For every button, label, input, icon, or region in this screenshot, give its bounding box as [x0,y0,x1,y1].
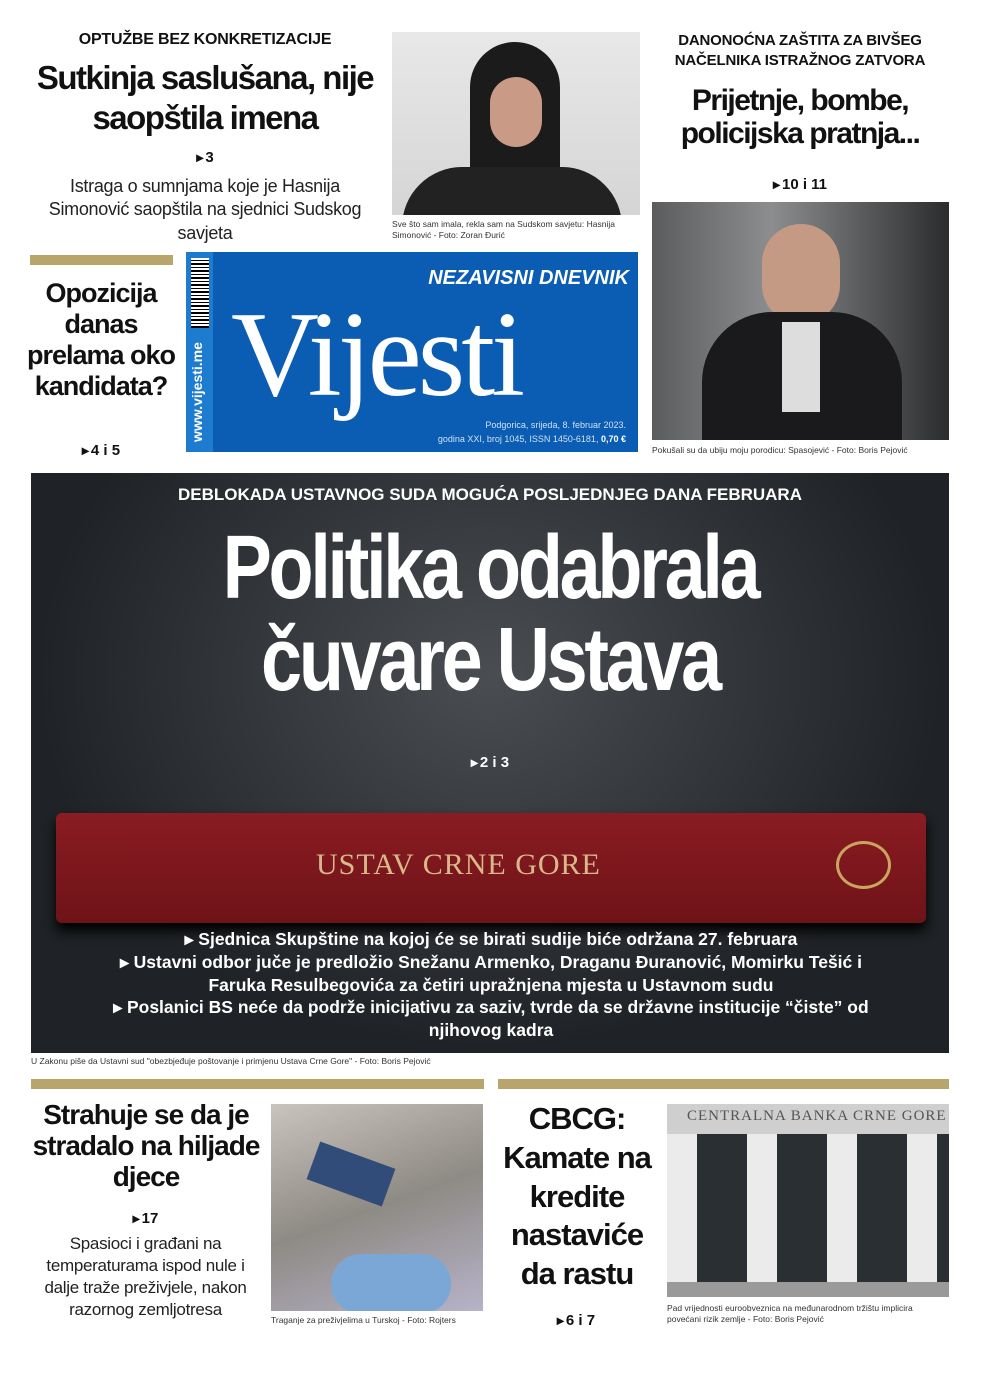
issue-number: godina XXI, broj 1045, ISSN 1450-6181, [437,434,599,444]
kicker: OPTUŽBE BEZ KONKRETIZACIJE [78,31,332,48]
lead-photo [31,473,949,1053]
masthead-logo: Vijesti [231,287,521,422]
masthead [186,252,638,452]
issue-info [438,434,626,445]
constitution-book [56,813,926,923]
photo-caption: Sve što sam imala, rekla sam na Sudskom savjetu: Hasnija Simonović - Foto: Zoran Đurić [392,219,615,241]
photo-caption: Traganje za preživjelima u Turskoj - Foto: Rojters [271,1315,456,1325]
headline[interactable]: Strahuje se da je stradalo na hiljade djece [32,1099,260,1192]
page-reference: ▸ 2 i 3 [31,754,949,771]
photo-caption: Pokušali su da ubiju moju porodicu: Spasojević - Foto: Boris Pejović [652,445,908,455]
headline[interactable]: Prijetnje, bombe, policijska pratnja... [680,84,920,150]
bullet: ▸ Sjednica Skupštine na kojoj će se birati sudije biće održana 27. februara [184,929,798,949]
headline[interactable]: Sutkinja saslušana, nije saopštila imena [36,59,374,136]
lead-bullets [101,928,881,1042]
bullet: ▸ Poslanici BS neće da podrže inicijativu za saziv, tvrde da se državne institucije “čiste” od njihovog kadra [113,997,869,1040]
lead-headline-line: čuvare Ustava [261,609,719,710]
page-reference: ▸ 3 [30,149,380,166]
dateline: Podgorica, srijeda, 8. februar 2023. [485,420,626,430]
website-url[interactable]: www.vijesti.me [189,342,205,442]
page-reference: ▸ 17 [28,1210,263,1227]
photo-caption: Pad vrijednosti euroobveznica na međunarodnom tržištu implicira povećani rizik zemlje - Foto: Boris Pejović [667,1303,913,1325]
page-reference: ▸ 6 i 7 [497,1312,655,1329]
building-sign: CENTRALNA BANKA CRNE GORE [687,1108,947,1124]
photo-judge [392,32,640,215]
coat-of-arms-icon [836,841,891,889]
book-title: USTAV CRNE GORE [316,848,601,881]
headline[interactable]: Opozicija danas prelama oko kandidata? [26,278,176,402]
divider [31,1079,484,1089]
price: 0,70 € [600,434,626,444]
lead-headline[interactable] [114,518,867,710]
photo-central-bank [667,1104,949,1297]
barcode [191,258,209,328]
divider [30,255,173,265]
lead-headline-line: Politika odabrala [222,518,758,618]
page-reference: ▸ 10 i 11 [650,176,950,193]
summary: Spasioci i građani na temperaturama ispod nule i dalje traže preživjele, nakon razornog zemljotresa [44,1234,247,1320]
headline[interactable]: CBCG: Kamate na kredite nastaviće da rastu [503,1101,651,1291]
tagline: NEZAVISNI DNEVNIK [428,267,629,289]
photo-earthquake [271,1104,483,1311]
lead-kicker: DEBLOKADA USTAVNOG SUDA MOGUĆA POSLJEDNJEG DANA FEBRUARA [178,485,802,504]
photo-spasojevic [652,202,949,440]
photo-caption: U Zakonu piše da Ustavni sud "obezbjeđuje poštovanje i primjenu Ustava Crne Gore" - Foto: Boris Pejović [31,1056,431,1066]
divider [498,1079,949,1089]
kicker: DANONOĆNA ZAŠTITA ZA BIVŠEG NAČELNIKA ISTRAŽNOG ZATVORA [674,32,926,70]
page-reference: ▸ 4 i 5 [25,442,177,459]
summary: Istraga o sumnjama koje je Hasnija Simonović saopštila na sjednici Sudskog savjeta [48,176,362,243]
bullet: ▸ Ustavni odbor juče je predložio Snežanu Armenko, Draganu Đuranović, Momirku Tešić i Faruka Resulbegovića za četiri upražnjena mjesta u Ustavnom sudu [120,951,862,995]
